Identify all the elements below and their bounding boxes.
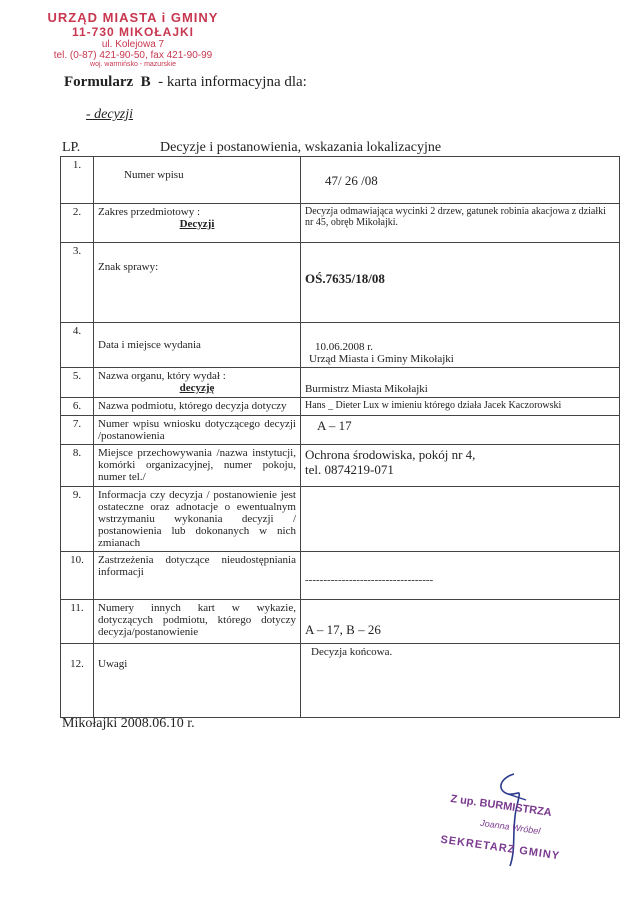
row-number: 7. [61, 416, 94, 445]
row-number: 10. [61, 552, 94, 600]
row-label: Nazwa organu, który wydał : decyzję [94, 368, 301, 398]
table-row [61, 204, 620, 243]
row-label: Numer wpisu wniosku dotyczącego decyzji /postanowienia [94, 416, 301, 445]
signature-line-3: SEKRETARZ GMINY [439, 833, 561, 863]
table-row [61, 445, 620, 487]
date-place: Mikołajki 2008.06.10 r. [62, 716, 195, 731]
row-number: 1. [61, 157, 94, 204]
table-row [61, 243, 620, 323]
row-number: 9. [61, 487, 94, 552]
row-number: 8. [61, 445, 94, 487]
row-value: Decyzja końcowa. [301, 644, 620, 718]
row-label: Numer wpisu [94, 157, 301, 204]
row-value: A – 17 [301, 416, 620, 445]
signature-line-2: Joanna Wróbel [479, 817, 541, 837]
row-number: 11. [61, 600, 94, 644]
row-number: 12. [61, 644, 94, 718]
row-label: Numery innych kart w wykazie, dotyczących podmiotu, którego dotyczy decyzja/postanowienie [94, 600, 301, 644]
table-row [61, 157, 620, 204]
table-row [61, 552, 620, 600]
stamp-postal-city: 11-730 MIKOŁAJKI [71, 25, 195, 39]
table-row [61, 600, 620, 644]
row-value: Hans _ Dieter Lux w imieniu którego działa Jacek Kaczorowski [301, 398, 620, 416]
row-value: Decyzja odmawiająca wycinki 2 drzew, gatunek robinia akacjowa z działki nr 45, obręb Mikołajki. [301, 204, 620, 243]
row-label: Data i miejsce wydania [94, 323, 301, 368]
stamp-phone: tel. (0-87) 421-90-50, fax 421-90-99 [53, 50, 213, 61]
signature-line-1: Z up. BURMISTRZA [449, 792, 553, 820]
form-title [64, 74, 307, 91]
stamp-office-name: URZĄD MIASTA i GMINY [47, 10, 219, 25]
row-label: Uwagi [94, 644, 301, 718]
office-stamp [28, 10, 238, 68]
signature-stamp [430, 770, 610, 880]
row-number: 2. [61, 204, 94, 243]
lp-header: LP. [62, 140, 81, 155]
table-row [61, 398, 620, 416]
stamp-street: ul. Kolejowa 7 [101, 39, 165, 50]
info-table [60, 156, 620, 718]
section-title: Decyzje i postanowienia, wskazania lokalizacyjne [160, 140, 442, 155]
row-label: Zakres przedmiotowy : Decyzji [94, 204, 301, 243]
row-value: 10.06.2008 r. Urząd Miasta i Gminy Mikołajki [301, 323, 620, 368]
form-title-rest: - karta informacyjna dla: [158, 74, 307, 90]
row-value: Burmistrz Miasta Mikołajki [301, 368, 620, 398]
row-label: Zastrzeżenia dotyczące nieudostępniania informacji [94, 552, 301, 600]
row-label: Informacja czy decyzja / postanowienie jest ostateczne oraz adnotacje o ewentualnym wstrzymaniu wykonania decyzji / postanowienia lub dokonanych w nich zmianach [94, 487, 301, 552]
table-row [61, 644, 620, 718]
form-title-letter: B [140, 74, 151, 90]
table-row [61, 368, 620, 398]
row-value: Ochrona środowiska, pokój nr 4, tel. 0874219-071 [301, 445, 620, 487]
row-value: OŚ.7635/18/08 [301, 243, 620, 323]
form-subtitle: - decyzji [86, 107, 134, 122]
row-number: 6. [61, 398, 94, 416]
row-value: ----------------------------------- [301, 552, 620, 600]
row-label: Znak sprawy: [94, 243, 301, 323]
row-label: Miejsce przechowywania /nazwa instytucji, komórki organizacyjnej, numer pokoju, numer tel./ [94, 445, 301, 487]
row-number: 5. [61, 368, 94, 398]
stamp-voivodeship: woj. warmińsko - mazurskie [90, 61, 176, 68]
form-title-prefix: Formularz [64, 74, 134, 90]
table-row [61, 416, 620, 445]
row-value: 47/ 26 /08 [301, 157, 620, 204]
table-row [61, 487, 620, 552]
row-value: A – 17, B – 26 [301, 600, 620, 644]
row-label: Nazwa podmiotu, którego decyzja dotyczy [94, 398, 301, 416]
row-value [301, 487, 620, 552]
row-number: 3. [61, 243, 94, 323]
row-number: 4. [61, 323, 94, 368]
table-row [61, 323, 620, 368]
